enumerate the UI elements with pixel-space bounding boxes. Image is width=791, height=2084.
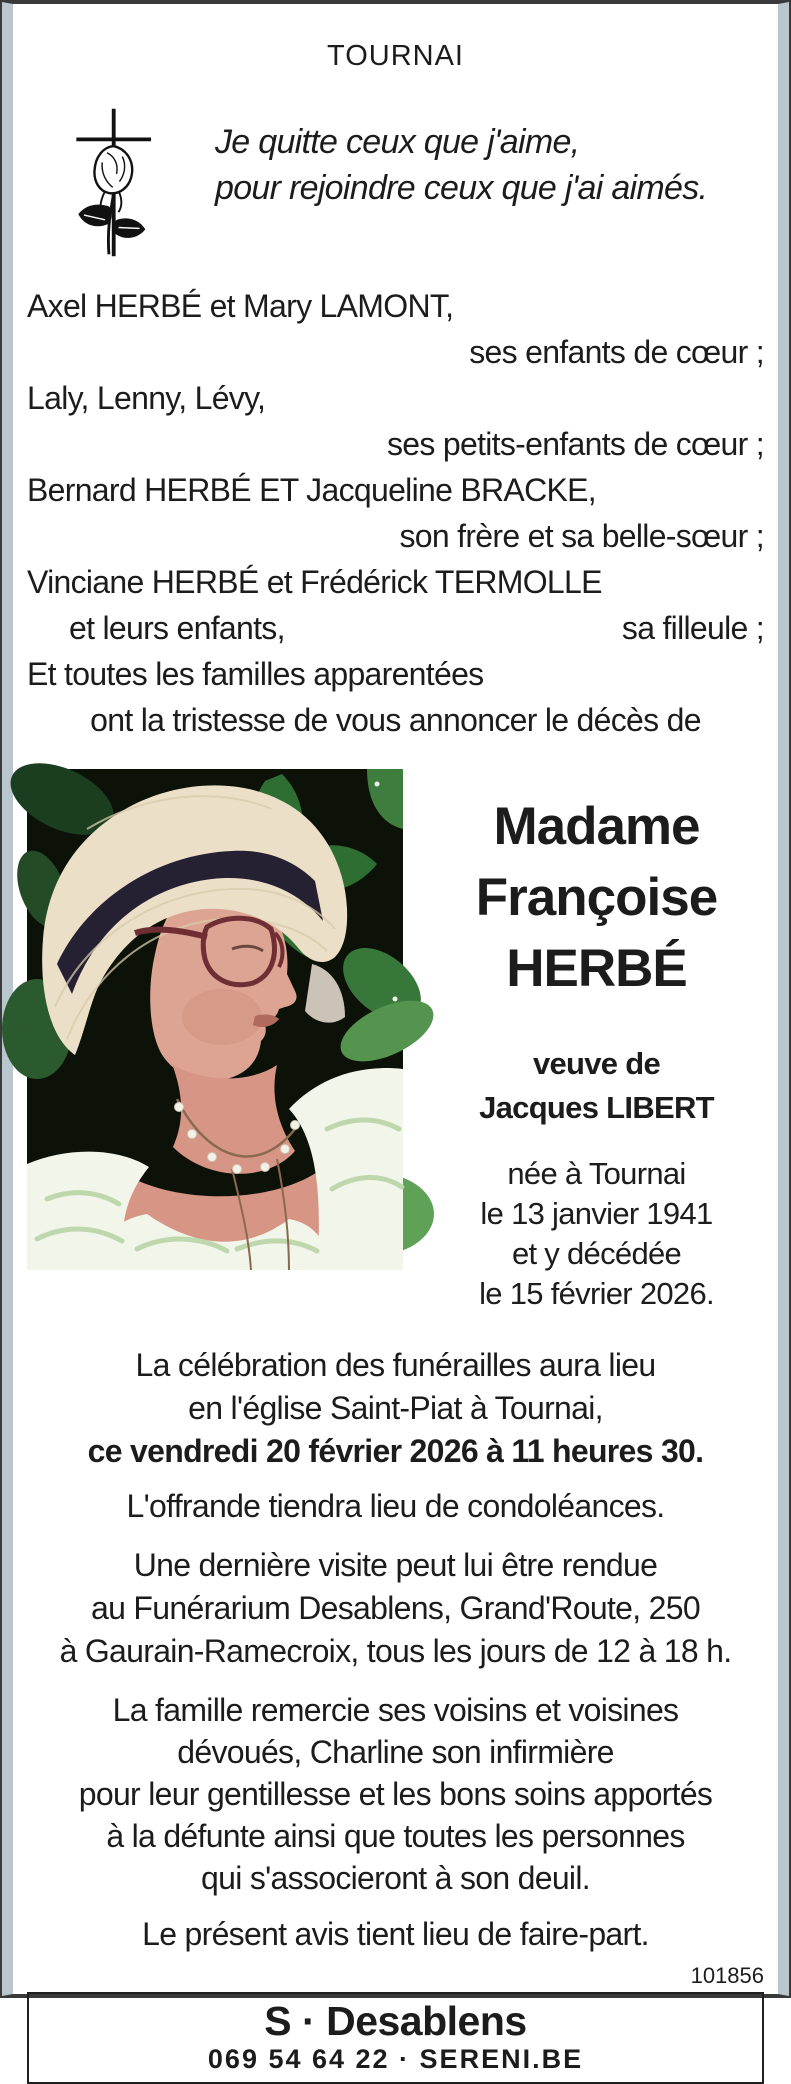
portrait-photo [27, 769, 403, 1270]
family-split-line [27, 605, 764, 651]
thanks-line: à la défunte ainsi que toutes les personnes [106, 1818, 685, 1854]
visit-line: à Gaurain-Ramecroix, tous les jours de 12 à 18 h. [59, 1633, 732, 1669]
family-list [27, 283, 764, 743]
obituary-content [2, 2, 789, 2074]
funeral-home-logo: S · Desablens [264, 1998, 527, 2044]
visit-line: au Funérarium Desablens, Grand'Route, 250 [91, 1590, 700, 1626]
announcement-intro-line: ont la tristesse de vous annoncer le décès de [90, 702, 701, 738]
birth-death-dates [429, 1154, 764, 1314]
deceased-first-name: Françoise [475, 868, 718, 927]
death-date: le 15 février 2026. [479, 1276, 714, 1311]
widow-label: veuve de [532, 1046, 661, 1081]
epitaph-quote [215, 119, 707, 275]
reference-number: 101856 [690, 1963, 764, 1988]
thanks-line: dévoués, Charline son infirmière [177, 1734, 614, 1770]
cross-rose-icon [59, 103, 155, 275]
family-names-continuation: et leurs enfants, [69, 610, 285, 646]
notice-paragraph [27, 1913, 764, 1956]
celebration-line: en l'église Saint-Piat à Tournai, [188, 1390, 603, 1426]
thanks-paragraph [27, 1689, 764, 1899]
funeral-home-contact: 069 54 64 22 · SERENI.BE [207, 2044, 584, 2074]
family-names-line: Vinciane HERBÉ et Frédérick TERMOLLE [27, 564, 602, 600]
deceased-title: Madame [493, 797, 700, 856]
epitaph-line: Je quitte ceux que j'aime, [215, 123, 580, 161]
thanks-line: La famille remercie ses voisins et voisines [112, 1692, 679, 1728]
spouse-name: Jacques LIBERT [479, 1090, 714, 1125]
thanks-line: pour leur gentillesse et les bons soins apportés [78, 1776, 713, 1812]
celebration-paragraph [27, 1344, 764, 1473]
deceased-last-name: HERBÉ [506, 939, 687, 998]
family-relation-line: ses petits-enfants de cœur ; [386, 426, 764, 462]
epitaph-line: pour rejoindre ceux que j'ai aimés. [215, 169, 708, 207]
celebration-datetime: ce vendredi 20 février 2026 à 11 heures 30. [87, 1433, 704, 1469]
birth-place: née à Tournai [507, 1156, 686, 1191]
family-names-line: Laly, Lenny, Lévy, [27, 380, 266, 416]
family-names-line: Axel HERBÉ et Mary LAMONT, [27, 288, 454, 324]
family-names-line: Bernard HERBÉ ET Jacqueline BRACKE, [27, 472, 596, 508]
widow-of [429, 1042, 764, 1130]
deceased-name [429, 791, 764, 1004]
birth-date: le 13 janvier 1941 [480, 1196, 713, 1231]
family-relation-line: son frère et sa belle-sœur ; [399, 518, 764, 554]
offering-line: L'offrande tiendra lieu de condoléances. [126, 1488, 665, 1524]
deceased-details [403, 769, 764, 1314]
thanks-line: qui s'associeront à son deuil. [201, 1860, 590, 1896]
celebration-line: La célébration des funérailles aura lieu [135, 1347, 656, 1383]
death-place: et y décédée [511, 1236, 682, 1271]
family-names-line: Et toutes les familles apparentées [27, 656, 484, 692]
notice-line: Le présent avis tient lieu de faire-part. [142, 1916, 649, 1952]
visit-paragraph [27, 1544, 764, 1673]
epitaph-section [27, 103, 764, 275]
family-relation-line: sa filleule ; [621, 610, 764, 646]
family-relation-line: ses enfants de cœur ; [469, 334, 764, 370]
city-title: TOURNAI [327, 40, 464, 72]
deceased-section [27, 769, 764, 1314]
funeral-home-box [27, 1992, 764, 2084]
visit-line: Une dernière visite peut lui être rendue [133, 1547, 658, 1583]
offering-paragraph [27, 1485, 764, 1528]
